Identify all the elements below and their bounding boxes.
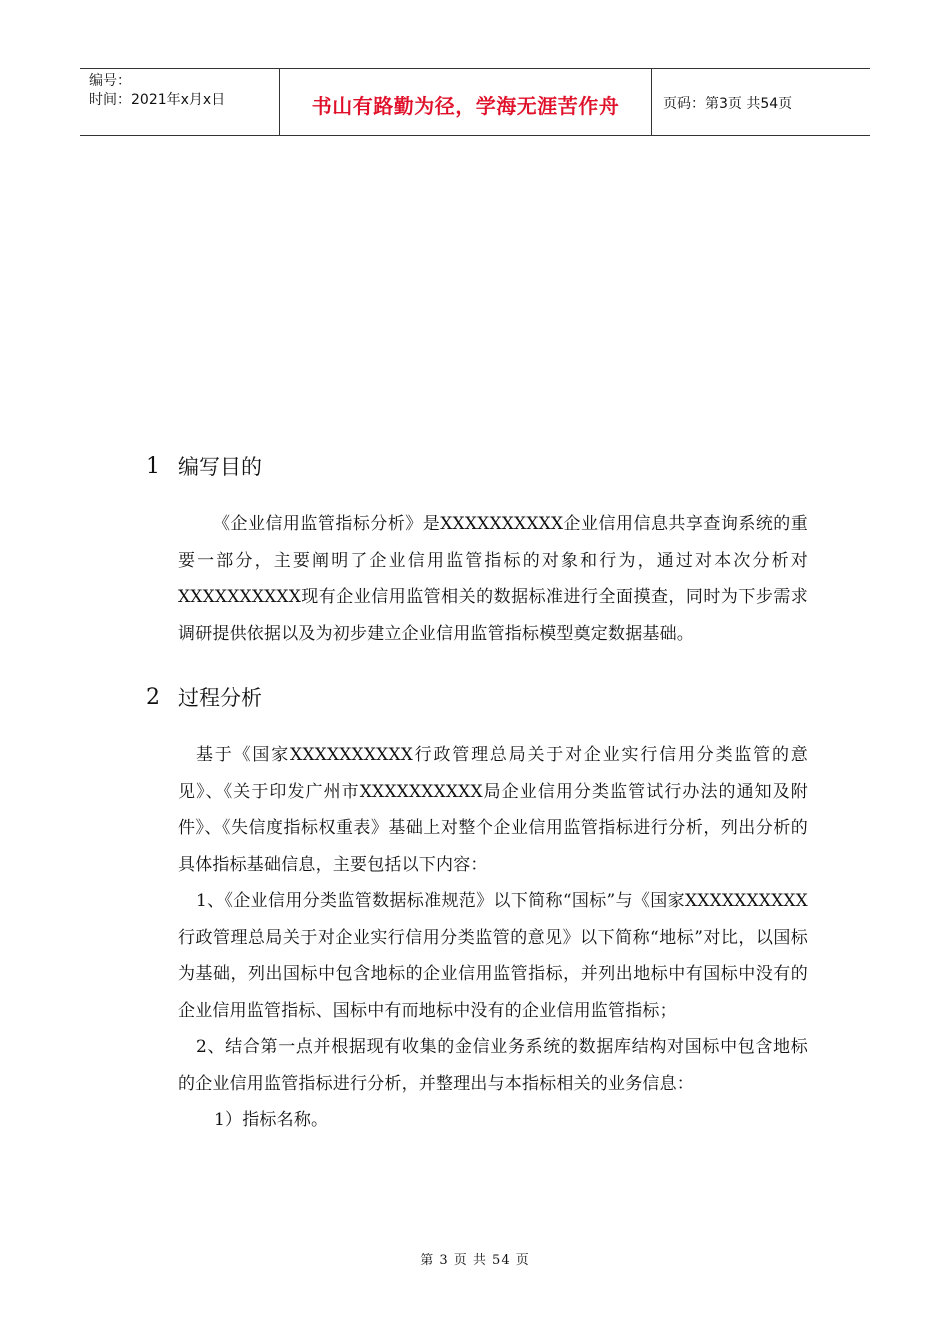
section-2-paragraph: 基于《国家XXXXXXXXXX行政管理总局关于对企业实行信用分类监管的意见》、《关于印发广州市XXXXXXXXXX局企业信用分类监管试行办法的通知及附件》、《失信度指标权重表》基础上对整个企业信用监管指标进行分析，列出分析的具体指标基础信息，主要包括以下内容： bbox=[178, 745, 808, 875]
section-number: 1 bbox=[146, 454, 160, 479]
list-item-2: 2、结合第一点并根据现有收集的金信业务系统的数据库结构对国标中包含地标的企业信用监管指标进行分析，并整理出与本指标相关的业务信息： bbox=[178, 1037, 808, 1094]
section-title: 编写目的 bbox=[178, 455, 262, 479]
section-number: 2 bbox=[146, 685, 160, 710]
section-title: 过程分析 bbox=[178, 686, 262, 710]
page-footer: 第 3 页 共 54 页 bbox=[420, 1253, 530, 1268]
section-1-heading bbox=[146, 448, 808, 486]
list-item-1: 1、《企业信用分类监管数据标准规范》以下简称“国标”与《国家XXXXXXXXXX行政管理总局关于对企业实行信用分类监管的意见》以下简称“地标”对比，以国标为基础，列出国标中包含地标的企业信用监管指标，并列出地标中有国标中没有的企业信用监管指标、国标中有而地标中没有的企业信用监管指标； bbox=[178, 891, 808, 1021]
page-header bbox=[80, 68, 870, 136]
section-1-paragraph: 《企业信用监管指标分析》是XXXXXXXXXX企业信用信息共享查询系统的重要一部分，主要阐明了企业信用监管指标的对象和行为，通过对本次分析对XXXXXXXXXX现有企业信用监管相关的数据标准进行全面摸查，同时为下步需求调研提供依据以及为初步建立企业信用监管指标模型奠定数据基础。 bbox=[178, 514, 808, 644]
header-motto: 书山有路勤为径，学海无涯苦作舟 bbox=[280, 69, 652, 135]
document-time-label: 时间：2021年x月x日 bbox=[89, 92, 226, 108]
sub-list-item-1: 1）指标名称。 bbox=[214, 1110, 329, 1130]
header-page-info: 页码：第3页 共54页 bbox=[663, 96, 793, 112]
header-meta bbox=[80, 69, 280, 135]
document-body bbox=[146, 448, 808, 1139]
document-code-label: 编号： bbox=[89, 73, 131, 89]
section-2-heading bbox=[146, 679, 808, 717]
